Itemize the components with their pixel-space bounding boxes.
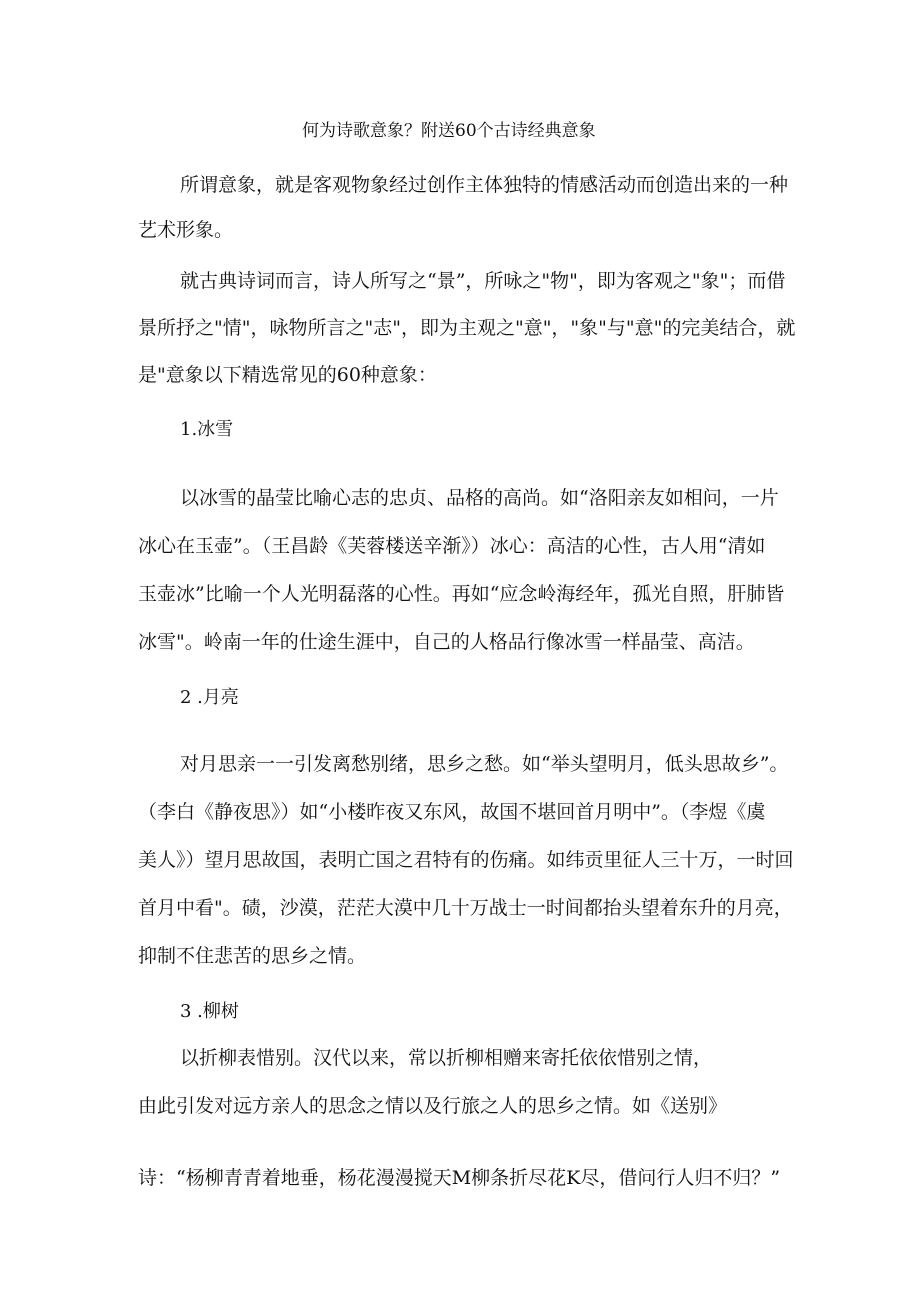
section-heading: 2 .月亮 — [180, 687, 239, 708]
intro-paragraph-line: 艺术形象。 — [138, 219, 234, 241]
section-line: （李白《静夜思》）如“小楼昨夜又东风，故国不堪回首月明中”。（李煜《虞 — [138, 801, 766, 823]
intro-paragraph-line: 就古典诗词而言，诗人所写之“景”，所咏之"物"，即为客观之"象"；而借 — [180, 270, 786, 292]
section-line: 冰心在玉壶”。（王昌龄《芙蓉楼送辛渐》）冰心：高洁的心性，古人用“清如 — [138, 535, 766, 557]
section-heading: 1.冰雪 — [180, 419, 234, 440]
section-line: 抑制不住悲苦的思乡之情。 — [138, 945, 367, 967]
section-line: 玉壶冰”比喻一个人光明磊落的心性。再如“应念岭海经年，孤光自照，肝肺皆 — [138, 583, 785, 605]
section-line: 以冰雪的晶莹比喻心志的忠贞、品格的高尚。如“洛阳亲友如相问，一片 — [180, 487, 779, 509]
section-line: 诗：“杨柳青青着地垂，杨花漫漫搅天M柳条折尽花K尽，借问行人归不归？” — [138, 1167, 781, 1189]
page-title: 何为诗歌意象？附送60个古诗经典意象 — [302, 121, 596, 141]
section-line: 冰雪"。岭南一年的仕途生涯中，自己的人格品行像冰雪一样晶莹、高洁。 — [138, 631, 755, 653]
section-line: 首月中看"。碛，沙漠，茫茫大漠中几十万战士一时间都抬头望着东升的月亮， — [138, 897, 793, 919]
intro-paragraph-line: 是"意象以下精选常见的60种意象： — [138, 364, 437, 386]
section-line: 由此引发对远方亲人的思念之情以及行旅之人的思乡之情。如《送别》 — [138, 1095, 728, 1117]
section-line: 对月思亲一一引发离愁别绪，思乡之愁。如“举头望明月，低头思故乡”。 — [180, 753, 789, 775]
intro-paragraph-line: 所谓意象，就是客观物象经过创作主体独特的情感活动而创造出来的一种 — [180, 174, 789, 196]
section-line: 美人》）望月思故国，表明亡国之君特有的伤痛。如纬贡里征人三十万，一时回 — [138, 849, 794, 871]
intro-paragraph-line: 景所抒之"情"，咏物所言之"志"，即为主观之"意"，"象"与"意"的完美结合，就 — [138, 317, 796, 339]
section-line: 以折柳表惜别。汉代以来，常以折柳相赠来寄托依依惜别之情， — [180, 1047, 713, 1069]
section-heading: 3 .柳树 — [180, 1001, 239, 1022]
